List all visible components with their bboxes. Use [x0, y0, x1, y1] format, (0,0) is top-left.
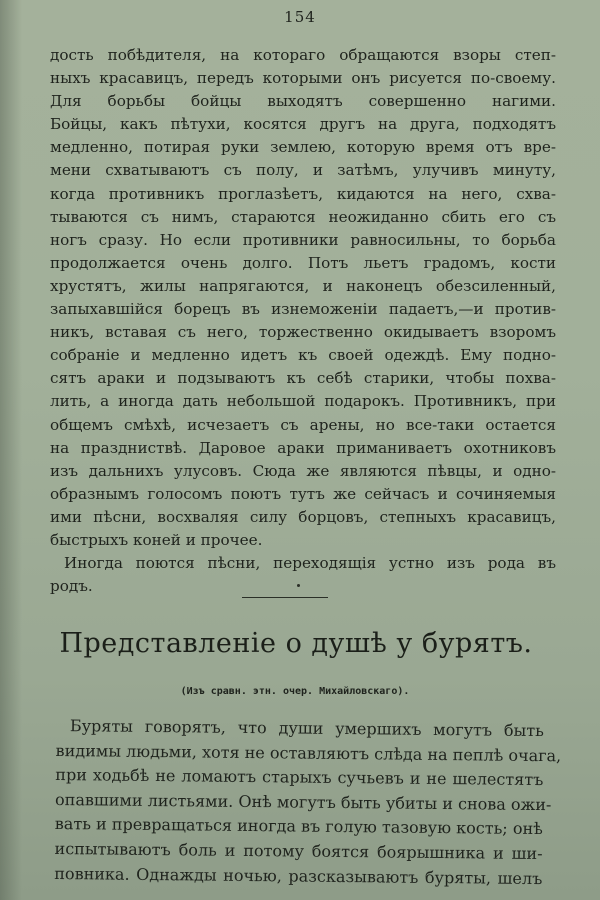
text-line: на праздниствѣ. Даровое араки приманиваетъ охотниковъ: [50, 438, 556, 457]
text-line: никъ, вставая съ него, торжественно окидываетъ взоромъ: [50, 323, 556, 342]
text-line: сятъ араки и подзываютъ къ себѣ старики, чтобы похва-: [50, 369, 556, 388]
text-line: дость побѣдителя, на котораго обращаются взоры степ-: [50, 46, 556, 64]
text-line: изъ дальнихъ улусовъ. Сюда же являются пѣвцы, и одно-: [50, 461, 556, 480]
paragraph-wrestling: [50, 44, 556, 598]
text-line: образнымъ голосомъ поютъ тутъ же сейчасъ и сочиняемыя: [50, 484, 556, 503]
text-line: повника. Однажды ночью, разсказываютъ буряты, шелъ: [54, 863, 543, 888]
text-line: собраніе и медленно идетъ къ своей одеждѣ. Ему подно-: [50, 346, 556, 365]
text-line: хрустятъ, жилы напрягаются, и наконецъ обезсиленный,: [50, 276, 556, 295]
text-line: продолжается очень долго. Потъ льетъ градомъ, кости: [50, 253, 556, 272]
paragraph-soul: [54, 714, 562, 891]
text-line: при ходьбѣ не ломаютъ старыхъ сучьевъ и не шелестятъ: [55, 765, 544, 790]
text-line: Буряты говорятъ, что души умершихъ могутъ быть: [69, 716, 544, 741]
section-source: (Изъ сравн. этн. очер. Михайловскаго).: [180, 686, 410, 697]
text-line: мени схватываютъ съ полу, и затѣмъ, улучивъ минуту,: [50, 161, 556, 180]
text-line: ими пѣсни, восхваляя силу борцовъ, степныхъ красавицъ,: [50, 507, 556, 526]
text-line: вать и превращаться иногда въ голую тазовую кость; онѣ: [54, 814, 543, 839]
text-line: испытываютъ боль и потому боятся боярышника и ши-: [54, 838, 543, 864]
text-line: Для борьбы бойцы выходятъ совершенно нагими.: [50, 92, 556, 111]
text-line: когда противникъ проглазѣетъ, кидаются на него, схва-: [50, 184, 556, 203]
page-gutter-shadow: [0, 0, 22, 900]
page-number: 154: [284, 8, 316, 26]
ink-dot: [297, 584, 300, 587]
text-line: опавшими листьями. Онѣ могутъ быть убиты и снова ожи-: [55, 789, 552, 814]
text-line: ногъ сразу. Но если противники равносильны, то борьба: [50, 230, 556, 249]
text-line: родъ.: [50, 577, 93, 596]
text-line: тываются съ нимъ, стараются неожиданно сбить его съ: [50, 207, 556, 226]
section-heading: Представленіе о душѣ у бурятъ.: [59, 628, 533, 659]
text-line: Иногда поются пѣсни, переходящія устно изъ рода въ: [64, 554, 556, 573]
text-line: ныхъ красавицъ, передъ которыми онъ рисуется по-своему.: [50, 69, 556, 88]
text-line: медленно, потирая руки землею, которую время отъ вре-: [50, 138, 556, 157]
text-line: быстрыхъ коней и прочее.: [50, 530, 263, 549]
text-line: видимы людьми, хотя не оставляютъ слѣда на пеплѣ очага,: [55, 740, 562, 765]
text-line: общемъ смѣхѣ, исчезаетъ съ арены, но все-таки остается: [50, 415, 556, 434]
text-line: запыхавшійся борецъ въ изнеможеніи падаетъ,—и против-: [50, 300, 556, 319]
section-divider: [242, 597, 328, 598]
text-line: Бойцы, какъ пѣтухи, косятся другъ на друга, подходятъ: [50, 115, 556, 134]
text-line: лить, а иногда дать небольшой подарокъ. Противникъ, при: [50, 392, 556, 411]
